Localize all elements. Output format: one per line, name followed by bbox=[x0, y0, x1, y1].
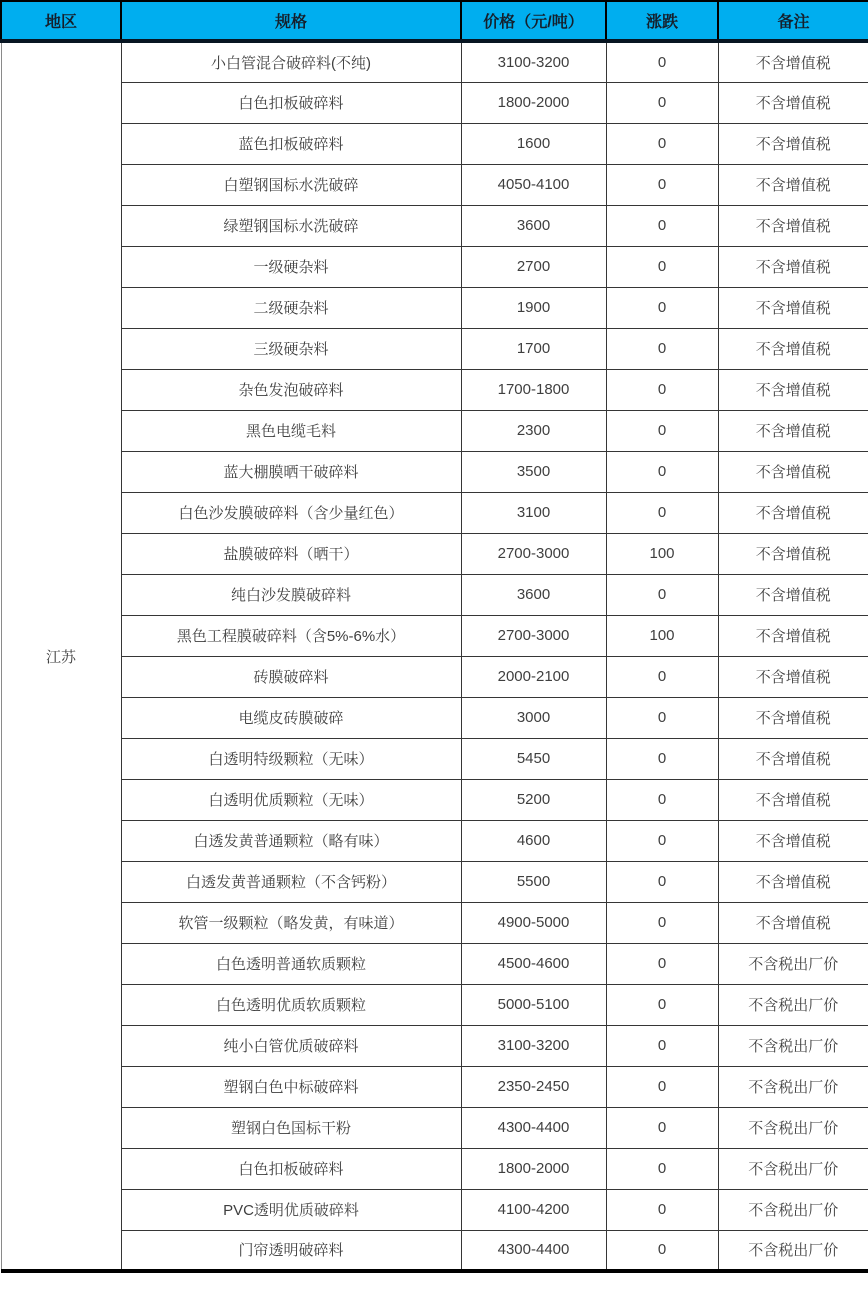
spec-cell: 白透发黄普通颗粒（不含钙粉） bbox=[121, 861, 461, 902]
note-cell: 不含增值税 bbox=[718, 287, 868, 328]
price-cell: 3100-3200 bbox=[461, 1025, 606, 1066]
note-cell: 不含增值税 bbox=[718, 697, 868, 738]
spec-cell: 小白管混合破碎料(不纯) bbox=[121, 41, 461, 82]
note-cell: 不含增值税 bbox=[718, 615, 868, 656]
table-row bbox=[1, 943, 868, 984]
price-cell: 5000-5100 bbox=[461, 984, 606, 1025]
table-row bbox=[1, 1025, 868, 1066]
change-cell: 0 bbox=[606, 574, 718, 615]
change-cell: 0 bbox=[606, 164, 718, 205]
change-cell: 0 bbox=[606, 410, 718, 451]
change-cell: 0 bbox=[606, 697, 718, 738]
table-row bbox=[1, 1189, 868, 1230]
table-row bbox=[1, 1066, 868, 1107]
price-cell: 2000-2100 bbox=[461, 656, 606, 697]
price-cell: 5200 bbox=[461, 779, 606, 820]
change-cell: 0 bbox=[606, 984, 718, 1025]
spec-cell: 黑色电缆毛料 bbox=[121, 410, 461, 451]
spec-cell: 塑钢白色国标干粉 bbox=[121, 1107, 461, 1148]
price-cell: 3600 bbox=[461, 574, 606, 615]
price-cell: 5450 bbox=[461, 738, 606, 779]
spec-cell: 电缆皮砖膜破碎 bbox=[121, 697, 461, 738]
spec-cell: 塑钢白色中标破碎料 bbox=[121, 1066, 461, 1107]
table-row bbox=[1, 697, 868, 738]
change-cell: 0 bbox=[606, 943, 718, 984]
table-row bbox=[1, 861, 868, 902]
price-cell: 2700 bbox=[461, 246, 606, 287]
spec-cell: 杂色发泡破碎料 bbox=[121, 369, 461, 410]
table-row bbox=[1, 656, 868, 697]
note-cell: 不含增值税 bbox=[718, 369, 868, 410]
note-cell: 不含增值税 bbox=[718, 861, 868, 902]
price-cell: 1600 bbox=[461, 123, 606, 164]
note-cell: 不含增值税 bbox=[718, 779, 868, 820]
note-cell: 不含税出厂价 bbox=[718, 1230, 868, 1271]
price-cell: 3100-3200 bbox=[461, 41, 606, 82]
spec-cell: 三级硬杂料 bbox=[121, 328, 461, 369]
change-cell: 0 bbox=[606, 1025, 718, 1066]
header-cell-note: 备注 bbox=[718, 1, 868, 41]
note-cell: 不含税出厂价 bbox=[718, 984, 868, 1025]
table-row bbox=[1, 287, 868, 328]
price-cell: 3500 bbox=[461, 451, 606, 492]
note-cell: 不含增值税 bbox=[718, 820, 868, 861]
price-cell: 4300-4400 bbox=[461, 1230, 606, 1271]
spec-cell: 绿塑钢国标水洗破碎 bbox=[121, 205, 461, 246]
header-cell-price: 价格（元/吨） bbox=[461, 1, 606, 41]
table-row bbox=[1, 1107, 868, 1148]
table-row bbox=[1, 410, 868, 451]
spec-cell: 盐膜破碎料（晒干） bbox=[121, 533, 461, 574]
header-cell-spec: 规格 bbox=[121, 1, 461, 41]
note-cell: 不含增值税 bbox=[718, 738, 868, 779]
spec-cell: 白色沙发膜破碎料（含少量红色） bbox=[121, 492, 461, 533]
change-cell: 0 bbox=[606, 1066, 718, 1107]
table-row bbox=[1, 1148, 868, 1189]
spec-cell: 门帘透明破碎料 bbox=[121, 1230, 461, 1271]
note-cell: 不含税出厂价 bbox=[718, 1107, 868, 1148]
table-row bbox=[1, 82, 868, 123]
price-cell: 3100 bbox=[461, 492, 606, 533]
note-cell: 不含增值税 bbox=[718, 902, 868, 943]
table-row bbox=[1, 533, 868, 574]
price-cell: 1900 bbox=[461, 287, 606, 328]
change-cell: 100 bbox=[606, 615, 718, 656]
change-cell: 0 bbox=[606, 328, 718, 369]
note-cell: 不含税出厂价 bbox=[718, 1066, 868, 1107]
spec-cell: 白色扣板破碎料 bbox=[121, 82, 461, 123]
header-cell-region: 地区 bbox=[1, 1, 121, 41]
spec-cell: 一级硬杂料 bbox=[121, 246, 461, 287]
spec-cell: 白透发黄普通颗粒（略有味） bbox=[121, 820, 461, 861]
price-cell: 4050-4100 bbox=[461, 164, 606, 205]
price-cell: 2700-3000 bbox=[461, 533, 606, 574]
price-cell: 5500 bbox=[461, 861, 606, 902]
note-cell: 不含增值税 bbox=[718, 205, 868, 246]
note-cell: 不含增值税 bbox=[718, 82, 868, 123]
price-cell: 3600 bbox=[461, 205, 606, 246]
table-row bbox=[1, 1230, 868, 1271]
price-cell: 4900-5000 bbox=[461, 902, 606, 943]
change-cell: 0 bbox=[606, 451, 718, 492]
note-cell: 不含增值税 bbox=[718, 41, 868, 82]
spec-cell: 砖膜破碎料 bbox=[121, 656, 461, 697]
table-row bbox=[1, 164, 868, 205]
price-cell: 4100-4200 bbox=[461, 1189, 606, 1230]
table-row bbox=[1, 902, 868, 943]
note-cell: 不含增值税 bbox=[718, 123, 868, 164]
table-row bbox=[1, 451, 868, 492]
price-table-body bbox=[1, 41, 868, 1271]
table-row bbox=[1, 779, 868, 820]
change-cell: 0 bbox=[606, 1230, 718, 1271]
note-cell: 不含增值税 bbox=[718, 246, 868, 287]
spec-cell: 白塑钢国标水洗破碎 bbox=[121, 164, 461, 205]
table-row bbox=[1, 205, 868, 246]
spec-cell: 二级硬杂料 bbox=[121, 287, 461, 328]
note-cell: 不含增值税 bbox=[718, 574, 868, 615]
price-cell: 1700 bbox=[461, 328, 606, 369]
spec-cell: 白透明优质颗粒（无味） bbox=[121, 779, 461, 820]
table-row bbox=[1, 738, 868, 779]
table-row bbox=[1, 574, 868, 615]
note-cell: 不含税出厂价 bbox=[718, 1025, 868, 1066]
spec-cell: PVC透明优质破碎料 bbox=[121, 1189, 461, 1230]
note-cell: 不含税出厂价 bbox=[718, 1148, 868, 1189]
spec-cell: 纯白沙发膜破碎料 bbox=[121, 574, 461, 615]
change-cell: 0 bbox=[606, 82, 718, 123]
change-cell: 0 bbox=[606, 287, 718, 328]
price-cell: 2700-3000 bbox=[461, 615, 606, 656]
spec-cell: 白透明特级颗粒（无味） bbox=[121, 738, 461, 779]
change-cell: 0 bbox=[606, 1148, 718, 1189]
spec-cell: 纯小白管优质破碎料 bbox=[121, 1025, 461, 1066]
region-cell: 江苏 bbox=[1, 41, 121, 1271]
price-cell: 3000 bbox=[461, 697, 606, 738]
table-row bbox=[1, 123, 868, 164]
change-cell: 0 bbox=[606, 246, 718, 287]
table-row bbox=[1, 984, 868, 1025]
price-cell: 4500-4600 bbox=[461, 943, 606, 984]
price-cell: 2350-2450 bbox=[461, 1066, 606, 1107]
note-cell: 不含增值税 bbox=[718, 656, 868, 697]
note-cell: 不含增值税 bbox=[718, 492, 868, 533]
price-cell: 1800-2000 bbox=[461, 1148, 606, 1189]
change-cell: 0 bbox=[606, 738, 718, 779]
header-cell-change: 涨跌 bbox=[606, 1, 718, 41]
change-cell: 0 bbox=[606, 41, 718, 82]
change-cell: 0 bbox=[606, 205, 718, 246]
note-cell: 不含增值税 bbox=[718, 164, 868, 205]
change-cell: 0 bbox=[606, 123, 718, 164]
change-cell: 0 bbox=[606, 861, 718, 902]
change-cell: 0 bbox=[606, 656, 718, 697]
spec-cell: 白色透明优质软质颗粒 bbox=[121, 984, 461, 1025]
price-cell: 4600 bbox=[461, 820, 606, 861]
change-cell: 0 bbox=[606, 369, 718, 410]
spec-cell: 软管一级颗粒（略发黄，有味道） bbox=[121, 902, 461, 943]
table-row bbox=[1, 246, 868, 287]
change-cell: 0 bbox=[606, 1107, 718, 1148]
spec-cell: 蓝大棚膜晒干破碎料 bbox=[121, 451, 461, 492]
note-cell: 不含税出厂价 bbox=[718, 943, 868, 984]
spec-cell: 黑色工程膜破碎料（含5%-6%水） bbox=[121, 615, 461, 656]
note-cell: 不含税出厂价 bbox=[718, 1189, 868, 1230]
spec-cell: 白色透明普通软质颗粒 bbox=[121, 943, 461, 984]
note-cell: 不含增值税 bbox=[718, 533, 868, 574]
spec-cell: 蓝色扣板破碎料 bbox=[121, 123, 461, 164]
change-cell: 0 bbox=[606, 902, 718, 943]
table-row bbox=[1, 369, 868, 410]
table-row bbox=[1, 41, 868, 82]
change-cell: 0 bbox=[606, 492, 718, 533]
price-cell: 1700-1800 bbox=[461, 369, 606, 410]
table-row bbox=[1, 820, 868, 861]
table-row bbox=[1, 328, 868, 369]
note-cell: 不含增值税 bbox=[718, 328, 868, 369]
change-cell: 0 bbox=[606, 1189, 718, 1230]
price-cell: 1800-2000 bbox=[461, 82, 606, 123]
spec-cell: 白色扣板破碎料 bbox=[121, 1148, 461, 1189]
table-row bbox=[1, 492, 868, 533]
note-cell: 不含增值税 bbox=[718, 451, 868, 492]
change-cell: 0 bbox=[606, 779, 718, 820]
table-row bbox=[1, 615, 868, 656]
price-cell: 2300 bbox=[461, 410, 606, 451]
header-row bbox=[1, 1, 868, 41]
change-cell: 100 bbox=[606, 533, 718, 574]
price-table-header bbox=[1, 1, 868, 41]
change-cell: 0 bbox=[606, 820, 718, 861]
price-cell: 4300-4400 bbox=[461, 1107, 606, 1148]
note-cell: 不含增值税 bbox=[718, 410, 868, 451]
